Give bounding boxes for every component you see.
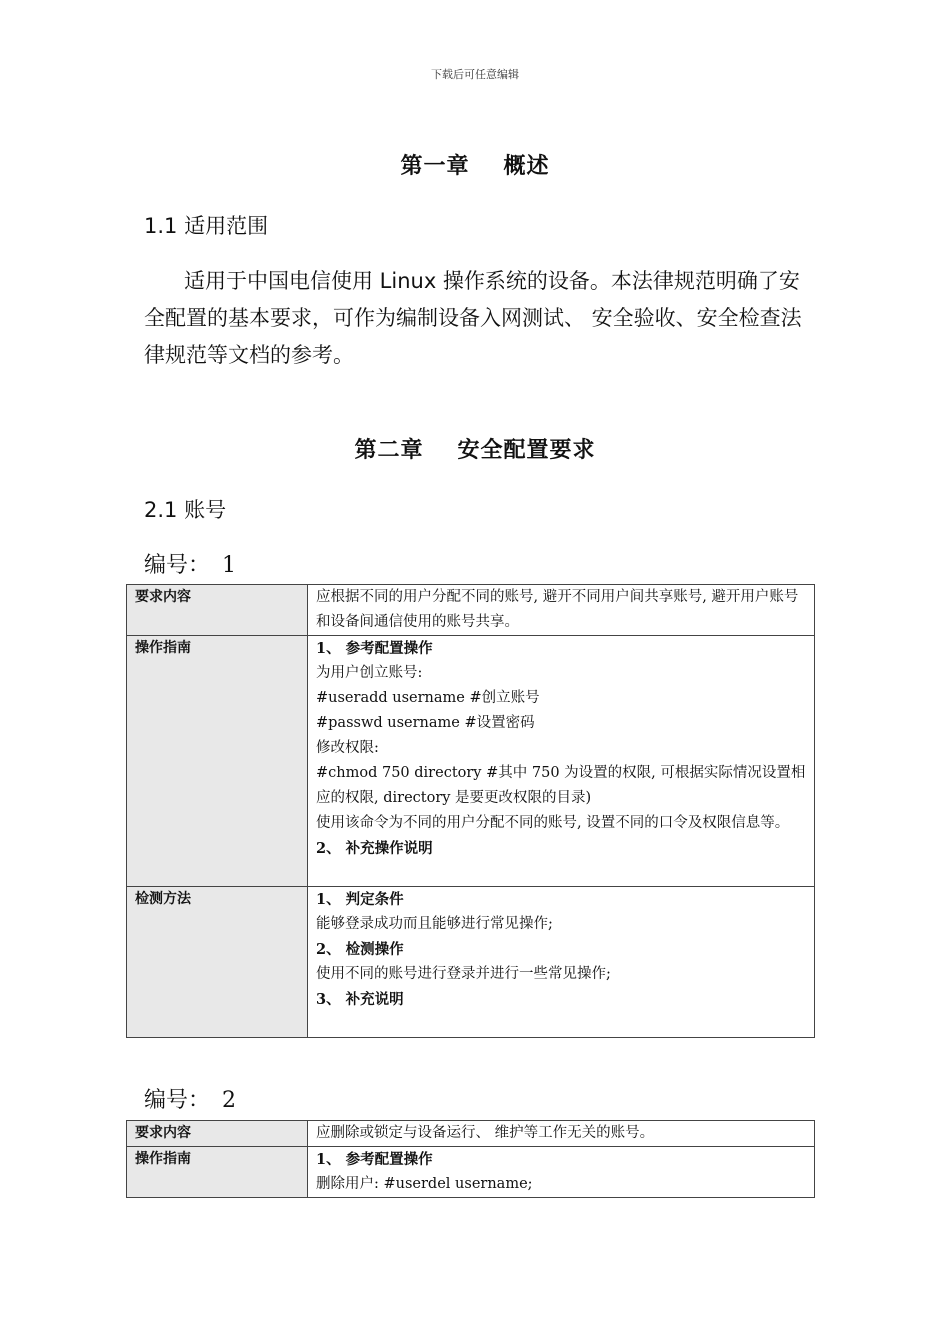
requirement-label: 要求内容 — [127, 585, 308, 636]
guide-label: 操作指南 — [127, 1147, 308, 1198]
guide-line: 为用户创立账号: — [316, 665, 423, 681]
guide-content — [308, 1147, 815, 1198]
item-1-value: 1 — [222, 553, 237, 578]
table-row — [127, 887, 815, 1038]
guide-line: 修改权限: — [316, 740, 379, 756]
scope-paragraph: 适用于中国电信使用 Linux 操作系统的设备。本法律规范明确了安全配置的基本要求，可作为编制设备入网测试、 安全验收、安全检查法律规范等文档的参考。 — [144, 269, 802, 367]
blank-line — [316, 1012, 806, 1037]
section-1-1-heading: 1.1 适用范围 — [144, 214, 269, 238]
guide-label: 操作指南 — [127, 636, 308, 887]
requirement-label: 要求内容 — [127, 1121, 308, 1147]
requirement-text: 应删除或锁定与设备运行、 维护等工作无关的账号。 — [308, 1121, 815, 1147]
item-2-value: 2 — [222, 1088, 237, 1113]
table-row — [127, 1147, 815, 1198]
chapter-2-title: 安全配置要求 — [457, 438, 596, 463]
item-2-table — [126, 1120, 815, 1198]
table-row — [127, 585, 815, 636]
table-row — [127, 1121, 815, 1147]
guide-line: 2、 补充操作说明 — [316, 840, 433, 857]
chapter-1-heading — [0, 149, 950, 180]
page-header: 下载后可任意编辑 — [431, 68, 519, 81]
requirement-text: 应根据不同的用户分配不同的账号, 避开不同用户间共享账号, 避开用户账号和设备间通信使用的账号共享。 — [308, 585, 815, 636]
section-2-1-heading: 2.1 账号 — [144, 498, 227, 522]
guide-content — [308, 636, 815, 887]
item-2-number — [144, 1083, 236, 1114]
guide-line: #passwd username #设置密码 — [316, 715, 535, 731]
chapter-1-title: 概述 — [503, 154, 550, 179]
check-content — [308, 887, 815, 1038]
chapter-1-number: 第一章 — [400, 154, 470, 179]
blank-line — [316, 861, 806, 886]
chapter-2-number: 第二章 — [354, 438, 424, 463]
chapter-2-heading — [0, 433, 950, 464]
guide-line: 使用该命令为不同的用户分配不同的账号, 设置不同的口令及权限信息等。 — [316, 815, 790, 831]
check-line: 1、 判定条件 — [316, 891, 404, 908]
guide-line: 1、 参考配置操作 — [316, 1151, 433, 1168]
item-1-table — [126, 584, 815, 1038]
check-line: 3、 补充说明 — [316, 991, 404, 1008]
check-line: 使用不同的账号进行登录并进行一些常见操作; — [316, 966, 611, 982]
check-line: 2、 检测操作 — [316, 941, 404, 958]
table-row — [127, 636, 815, 887]
check-line: 能够登录成功而且能够进行常见操作; — [316, 916, 553, 932]
guide-line: 1、 参考配置操作 — [316, 640, 433, 657]
item-1-label: 编号： — [144, 553, 211, 578]
guide-line: #chmod 750 directory #其中 750 为设置的权限, 可根据实际情况设置相应的权限, directory 是要更改权限的目录) — [316, 765, 806, 806]
guide-line: 删除用户: #userdel username; — [316, 1176, 533, 1192]
check-label: 检测方法 — [127, 887, 308, 1038]
item-1-number — [144, 548, 236, 579]
item-2-label: 编号： — [144, 1088, 211, 1113]
guide-line: #useradd username #创立账号 — [316, 690, 540, 706]
